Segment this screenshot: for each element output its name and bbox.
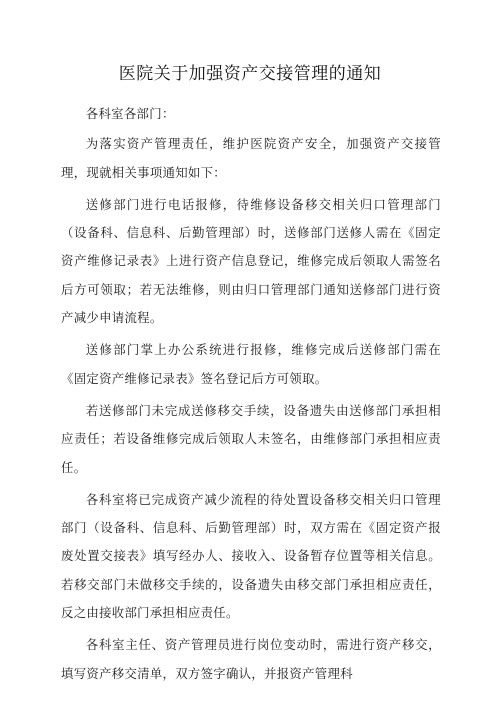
paragraph-repair-responsibility: 若送修部门未完成送修移交手续，设备遗失由送修部门承担相应责任；若设备维修完成后领取人未签名，由维修部门承担相应责任。 (61, 402, 441, 475)
document-title: 医院关于加强资产交接管理的通知 (118, 64, 382, 84)
paragraph-phone-repair: 送修部门进行电话报修，待维修设备移交相关归口管理部门（设备科、信息科、后勤管理部）时，送修部门送修人需在《固定资产维修记录表》上进行资产信息登记，维修完成后领取人需签名后方可领取；若无法维修，则由归口管理部门通知送修部门进行资产减少申请流程。 (61, 196, 441, 326)
paragraph-intro: 为落实资产管理责任，维护医院资产安全，加强资产交接管理，现就相关事项通知如下： (61, 136, 441, 180)
document-body (61, 100, 441, 692)
paragraph-online-repair: 送修部门掌上办公系统进行报修，维修完成后送修部门需在《固定资产维修记录表》签名登记后方可领取。 (61, 342, 441, 386)
paragraph-staff-change: 各科室主任、资产管理员进行岗位变动时，需进行资产移交，填写资产移交清单，双方签字确认，并报资产管理科 (61, 637, 441, 681)
salutation: 各科室各部门： (85, 106, 175, 121)
paragraph-disposal-handover: 各科室将已完成资产减少流程的待处置设备移交相关归口管理部门（设备科、信息科、后勤管理部）时，双方需在《固定资产报废处置交接表》填写经办人、接收入、设备暂存位置等相关信息。若移交部门未做移交手续的，设备遗失由移交部门承担相应责任，反之由接收部门承担相应责任。 (61, 491, 441, 621)
